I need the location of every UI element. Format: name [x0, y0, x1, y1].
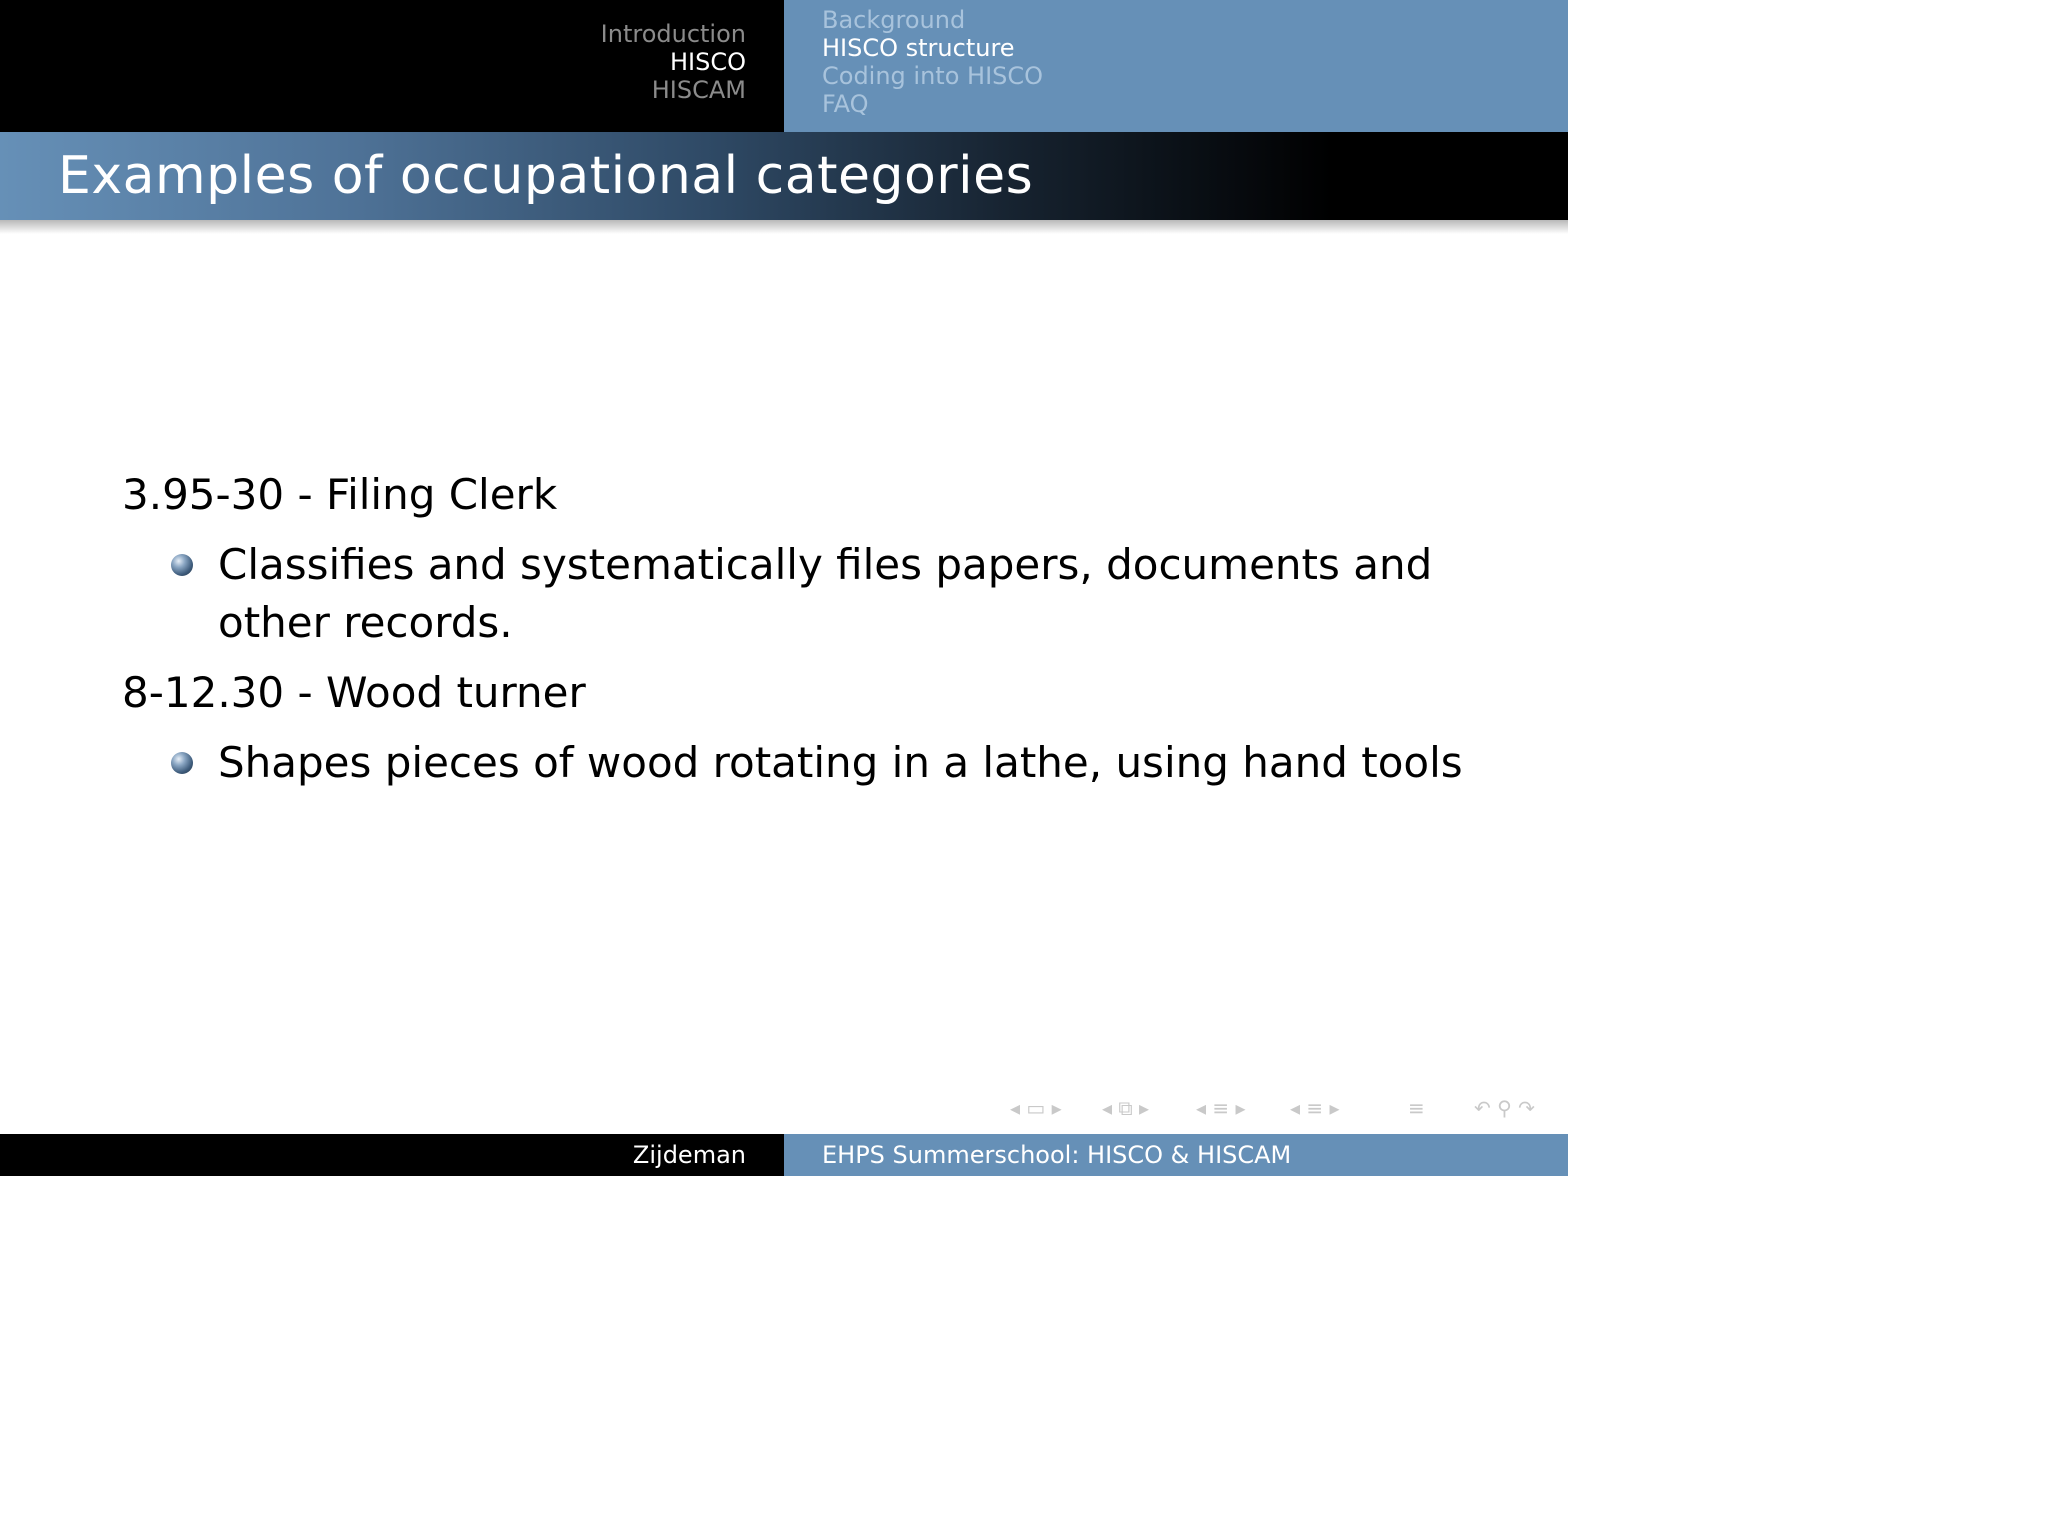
footer	[0, 1134, 1568, 1176]
bullet-ball-icon	[171, 554, 193, 576]
frame-nav-icon[interactable]: ◂ ▭ ▸	[1010, 1096, 1062, 1120]
footer-presentation-title: EHPS Summerschool: HISCO & HISCAM	[822, 1141, 1292, 1169]
subsection-item-faq[interactable]: FAQ	[822, 90, 869, 118]
section-nav-icon[interactable]: ◂ ≡ ▸	[1196, 1096, 1246, 1120]
search-icon[interactable]: ↶ ⚲ ↷	[1474, 1096, 1535, 1120]
section-item-introduction[interactable]: Introduction	[600, 20, 746, 48]
frame-title-bar	[0, 132, 1568, 220]
entry	[122, 664, 1502, 792]
slide-content	[122, 466, 1502, 804]
subsection-nav-panel	[784, 0, 1568, 132]
footer-left	[0, 1134, 784, 1176]
subsection-item-background[interactable]: Background	[822, 6, 966, 34]
footer-author: Zijdeman	[632, 1141, 746, 1169]
title-shadow	[0, 220, 1568, 234]
footer-right	[784, 1134, 1568, 1176]
bullet-text: Classifies and systematically files papers, documents and other records.	[218, 540, 1433, 647]
section-item-hisco[interactable]: HISCO	[669, 48, 746, 76]
bullet-ball-icon	[171, 752, 193, 774]
bullet-text: Shapes pieces of wood rotating in a lathe, using hand tools	[218, 738, 1463, 787]
section-nav-panel	[0, 0, 784, 132]
beamer-navigation-symbols	[1000, 1096, 1560, 1126]
page-title: Examples of occupational categories	[58, 146, 1034, 206]
subsection-item-coding-into-hisco[interactable]: Coding into HISCO	[822, 62, 1044, 90]
subsection-item-hisco-structure[interactable]: HISCO structure	[822, 34, 1015, 62]
bullet-list	[122, 734, 1502, 792]
subsection-list	[822, 6, 1043, 118]
header-navigation	[0, 0, 1568, 132]
entry-heading: 3.95-30 - Filing Clerk	[122, 470, 558, 519]
entry-heading: 8-12.30 - Wood turner	[122, 668, 586, 717]
bullet-item	[122, 536, 1502, 652]
subsection-nav-icon[interactable]: ◂ ⧉ ▸	[1102, 1096, 1150, 1120]
entry	[122, 466, 1502, 652]
section-item-hiscam[interactable]: HISCAM	[651, 76, 746, 104]
bullet-list	[122, 536, 1502, 652]
section-list	[601, 20, 746, 104]
bullet-item	[122, 734, 1502, 792]
appendix-nav-icon[interactable]: ≡	[1408, 1096, 1425, 1120]
presentation-nav-icon[interactable]: ◂ ≡ ▸	[1290, 1096, 1340, 1120]
